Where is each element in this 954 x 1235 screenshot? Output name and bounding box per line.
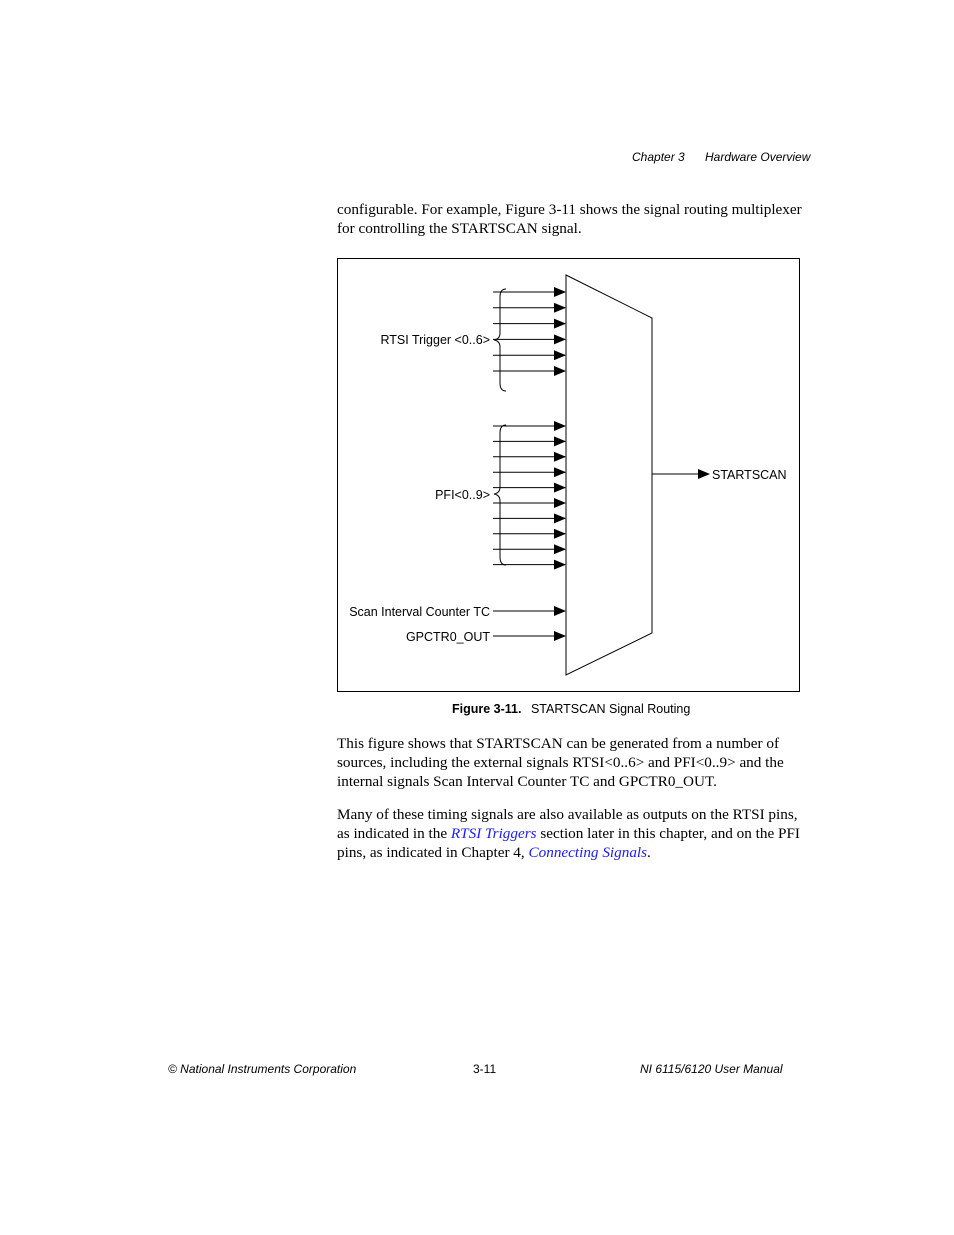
figure-number: Figure 3-11.	[452, 702, 522, 716]
para3-text-3: .	[647, 843, 651, 861]
pfi-brace	[494, 425, 506, 565]
multiplexer-shape	[566, 275, 652, 675]
pfi-label: PFI<0..9>	[435, 488, 490, 502]
para3-text-2: section later in this chapter, and on the PFI pins, as indicated in Chapter 4,	[337, 824, 800, 861]
signal-routing-diagram	[338, 259, 799, 691]
description-paragraph: This figure shows that STARTSCAN can be generated from a number of sources, including the external signals RTSI<0..6> and PFI<0..9> and the internal signals Scan Interval Counter TC and GPCTR0_OUT.	[337, 735, 784, 790]
rtsi-brace	[494, 289, 506, 391]
gpctr0-out-label: GPCTR0_OUT	[405, 630, 490, 644]
para3-text-1: Many of these timing signals are also available as outputs on the RTSI pins, as indicated in the	[337, 806, 798, 842]
header-section-title: Hardware Overview	[705, 150, 811, 164]
footer-manual-title: NI 6115/6120 User Manual	[640, 1062, 783, 1076]
rtsi-input-arrows	[493, 292, 565, 371]
header-chapter: Chapter 3	[632, 150, 685, 164]
figure-frame	[337, 258, 800, 692]
startscan-output-label: STARTSCAN	[712, 468, 787, 482]
scan-interval-label: Scan Interval Counter TC	[349, 605, 490, 619]
intro-paragraph: configurable. For example, Figure 3-11 shows the signal routing multiplexer for controlling the STARTSCAN signal.	[337, 201, 802, 237]
rtsi-triggers-link[interactable]: RTSI Triggers	[450, 824, 537, 842]
figure-caption	[452, 702, 690, 716]
figure-title: STARTSCAN Signal Routing	[530, 702, 691, 716]
pfi-input-arrows	[493, 426, 565, 565]
footer-page-number: 3-11	[473, 1062, 497, 1076]
footer-copyright: © National Instruments Corporation	[168, 1062, 357, 1076]
cross-reference-paragraph	[337, 806, 807, 862]
connecting-signals-link[interactable]: Connecting Signals	[528, 843, 648, 861]
rtsi-trigger-label: RTSI Trigger <0..6>	[380, 333, 490, 347]
